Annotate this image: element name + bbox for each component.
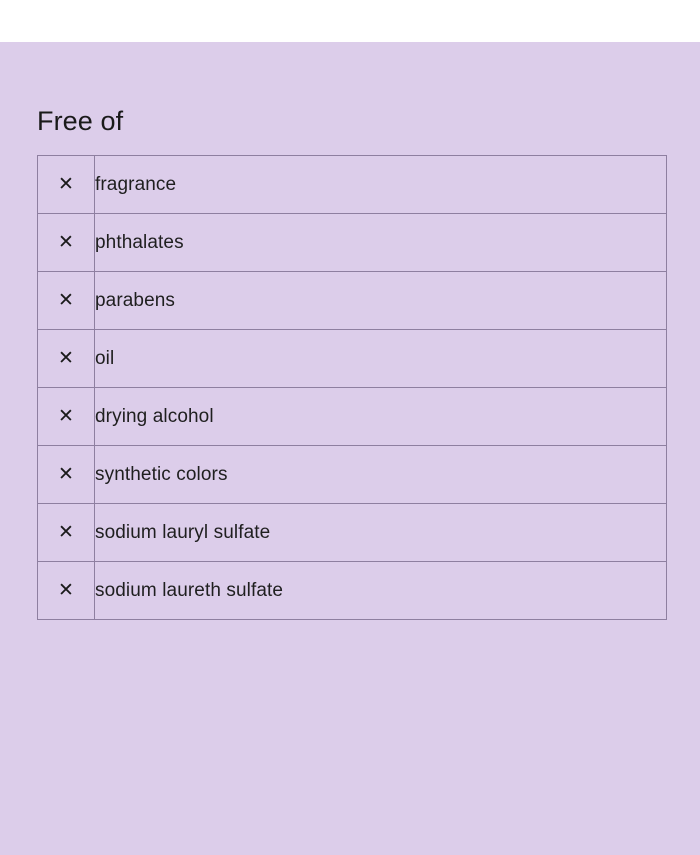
table-row <box>38 330 667 388</box>
table-cell-label: oil <box>95 330 667 388</box>
free-of-table <box>37 155 667 620</box>
table-row <box>38 272 667 330</box>
table-cell-label: sodium laureth sulfate <box>95 562 667 620</box>
cross-icon: ✕ <box>58 520 74 543</box>
table-row <box>38 156 667 214</box>
cross-icon: ✕ <box>58 230 74 253</box>
table-cell-mark <box>38 446 95 504</box>
table-cell-mark <box>38 562 95 620</box>
table-row <box>38 504 667 562</box>
table-cell-mark <box>38 272 95 330</box>
table-cell-mark <box>38 214 95 272</box>
cross-icon: ✕ <box>58 404 74 427</box>
table-cell-mark <box>38 504 95 562</box>
table-cell-label: fragrance <box>95 156 667 214</box>
cross-icon: ✕ <box>58 578 74 601</box>
table-cell-mark <box>38 388 95 446</box>
cross-icon: ✕ <box>58 346 74 369</box>
cross-icon: ✕ <box>58 172 74 195</box>
page-title: Free of <box>37 106 124 136</box>
table-cell-label: synthetic colors <box>95 446 667 504</box>
free-of-panel <box>0 42 700 855</box>
table-row <box>38 214 667 272</box>
table-row <box>38 562 667 620</box>
table-cell-mark <box>38 330 95 388</box>
cross-icon: ✕ <box>58 462 74 485</box>
cross-icon: ✕ <box>58 288 74 311</box>
table-row <box>38 446 667 504</box>
table-row <box>38 388 667 446</box>
table-cell-label: sodium lauryl sulfate <box>95 504 667 562</box>
table-cell-label: parabens <box>95 272 667 330</box>
table-cell-label: drying alcohol <box>95 388 667 446</box>
table-cell-label: phthalates <box>95 214 667 272</box>
table-cell-mark <box>38 156 95 214</box>
